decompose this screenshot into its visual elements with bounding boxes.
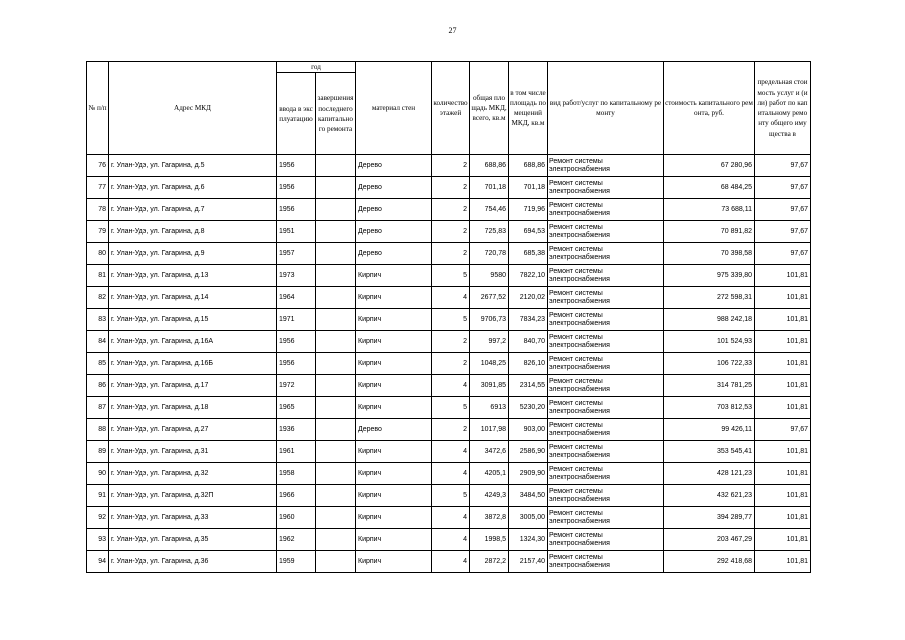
row-year-built: 1958 (277, 463, 316, 485)
table-row (87, 177, 811, 199)
row-floors: 2 (432, 331, 470, 353)
row-wall-material: Кирпич (356, 463, 432, 485)
row-year-built: 1962 (277, 529, 316, 551)
row-limit-cost: 97,67 (755, 177, 811, 199)
row-work-type: Ремонт системы электроснабжения (548, 199, 664, 221)
row-year-repair (316, 353, 356, 375)
row-living-area: 840,70 (509, 331, 548, 353)
table-row (87, 529, 811, 551)
row-floors: 4 (432, 375, 470, 397)
row-floors: 4 (432, 551, 470, 573)
table-row (87, 309, 811, 331)
table-row (87, 551, 811, 573)
header-limit-cost: предельная стоимость услуг и (или) работ по капитальному ремонту общего имущества в (755, 62, 811, 155)
row-year-built: 1965 (277, 397, 316, 419)
row-floors: 5 (432, 397, 470, 419)
row-floors: 4 (432, 441, 470, 463)
row-living-area: 7834,23 (509, 309, 548, 331)
row-wall-material: Кирпич (356, 507, 432, 529)
row-total-area: 688,86 (470, 155, 509, 177)
row-year-built: 1973 (277, 265, 316, 287)
row-living-area: 3484,50 (509, 485, 548, 507)
header-num: № п/п (87, 62, 109, 155)
row-wall-material: Кирпич (356, 331, 432, 353)
row-total-area: 4249,3 (470, 485, 509, 507)
row-living-area: 903,00 (509, 419, 548, 441)
row-address: г. Улан-Удэ, ул. Гагарина, д.27 (109, 419, 277, 441)
row-num: 89 (87, 441, 109, 463)
repair-table (86, 61, 811, 573)
row-floors: 2 (432, 419, 470, 441)
row-year-repair (316, 331, 356, 353)
row-work-type: Ремонт системы электроснабжения (548, 243, 664, 265)
row-address: г. Улан-Удэ, ул. Гагарина, д.32П (109, 485, 277, 507)
row-work-type: Ремонт системы электроснабжения (548, 309, 664, 331)
row-year-built: 1971 (277, 309, 316, 331)
row-year-built: 1960 (277, 507, 316, 529)
row-num: 84 (87, 331, 109, 353)
row-cost: 428 121,23 (664, 463, 755, 485)
row-living-area: 5230,20 (509, 397, 548, 419)
row-floors: 2 (432, 243, 470, 265)
table-row (87, 331, 811, 353)
table-row (87, 419, 811, 441)
row-num: 80 (87, 243, 109, 265)
row-limit-cost: 101,81 (755, 485, 811, 507)
row-work-type: Ремонт системы электроснабжения (548, 463, 664, 485)
row-year-repair (316, 243, 356, 265)
table-row (87, 155, 811, 177)
table-row (87, 507, 811, 529)
row-address: г. Улан-Удэ, ул. Гагарина, д.15 (109, 309, 277, 331)
row-limit-cost: 97,67 (755, 155, 811, 177)
row-num: 90 (87, 463, 109, 485)
row-wall-material: Кирпич (356, 397, 432, 419)
row-limit-cost: 101,81 (755, 397, 811, 419)
row-num: 82 (87, 287, 109, 309)
row-year-repair (316, 309, 356, 331)
row-year-built: 1956 (277, 353, 316, 375)
row-address: г. Улан-Удэ, ул. Гагарина, д.8 (109, 221, 277, 243)
header-cost: стоимость капитального ремонта, руб. (664, 62, 755, 155)
row-cost: 292 418,68 (664, 551, 755, 573)
row-wall-material: Кирпич (356, 551, 432, 573)
row-year-built: 1956 (277, 155, 316, 177)
table-row (87, 485, 811, 507)
row-work-type: Ремонт системы электроснабжения (548, 551, 664, 573)
row-num: 92 (87, 507, 109, 529)
row-limit-cost: 101,81 (755, 375, 811, 397)
row-work-type: Ремонт системы электроснабжения (548, 419, 664, 441)
header-wall-material: материал стен (356, 62, 432, 155)
row-work-type: Ремонт системы электроснабжения (548, 287, 664, 309)
row-year-repair (316, 507, 356, 529)
row-work-type: Ремонт системы электроснабжения (548, 397, 664, 419)
row-year-repair (316, 155, 356, 177)
row-total-area: 754,46 (470, 199, 509, 221)
row-wall-material: Кирпич (356, 265, 432, 287)
row-year-repair (316, 177, 356, 199)
row-wall-material: Дерево (356, 221, 432, 243)
row-living-area: 7822,10 (509, 265, 548, 287)
row-living-area: 719,96 (509, 199, 548, 221)
row-living-area: 826,10 (509, 353, 548, 375)
row-total-area: 3472,6 (470, 441, 509, 463)
row-cost: 975 339,80 (664, 265, 755, 287)
row-year-built: 1964 (277, 287, 316, 309)
row-living-area: 2909,90 (509, 463, 548, 485)
row-year-repair (316, 397, 356, 419)
table-row (87, 463, 811, 485)
row-year-built: 1951 (277, 221, 316, 243)
row-year-repair (316, 265, 356, 287)
row-work-type: Ремонт системы электроснабжения (548, 441, 664, 463)
row-year-built: 1959 (277, 551, 316, 573)
row-cost: 70 891,82 (664, 221, 755, 243)
row-total-area: 2872,2 (470, 551, 509, 573)
row-living-area: 694,53 (509, 221, 548, 243)
row-cost: 394 289,77 (664, 507, 755, 529)
row-cost: 101 524,93 (664, 331, 755, 353)
row-year-repair (316, 419, 356, 441)
row-cost: 73 688,11 (664, 199, 755, 221)
row-wall-material: Кирпич (356, 529, 432, 551)
row-num: 94 (87, 551, 109, 573)
row-work-type: Ремонт системы электроснабжения (548, 331, 664, 353)
row-wall-material: Дерево (356, 199, 432, 221)
table-body (87, 155, 811, 573)
row-limit-cost: 101,81 (755, 551, 811, 573)
row-address: г. Улан-Удэ, ул. Гагарина, д.9 (109, 243, 277, 265)
row-wall-material: Кирпич (356, 353, 432, 375)
row-total-area: 725,83 (470, 221, 509, 243)
row-cost: 432 621,23 (664, 485, 755, 507)
row-floors: 4 (432, 529, 470, 551)
row-cost: 99 426,11 (664, 419, 755, 441)
row-total-area: 1998,5 (470, 529, 509, 551)
row-wall-material: Дерево (356, 155, 432, 177)
row-address: г. Улан-Удэ, ул. Гагарина, д.13 (109, 265, 277, 287)
row-year-repair (316, 485, 356, 507)
row-limit-cost: 97,67 (755, 419, 811, 441)
row-cost: 703 812,53 (664, 397, 755, 419)
row-cost: 67 280,96 (664, 155, 755, 177)
row-address: г. Улан-Удэ, ул. Гагарина, д.7 (109, 199, 277, 221)
row-wall-material: Кирпич (356, 485, 432, 507)
row-wall-material: Кирпич (356, 287, 432, 309)
row-num: 85 (87, 353, 109, 375)
row-floors: 2 (432, 155, 470, 177)
row-num: 91 (87, 485, 109, 507)
header-year-group: год (277, 62, 356, 73)
row-total-area: 9706,73 (470, 309, 509, 331)
table-row (87, 221, 811, 243)
row-year-repair (316, 199, 356, 221)
row-floors: 2 (432, 199, 470, 221)
row-cost: 353 545,41 (664, 441, 755, 463)
row-year-repair (316, 375, 356, 397)
row-limit-cost: 101,81 (755, 507, 811, 529)
row-living-area: 2586,90 (509, 441, 548, 463)
row-work-type: Ремонт системы электроснабжения (548, 221, 664, 243)
row-year-repair (316, 463, 356, 485)
row-living-area: 701,18 (509, 177, 548, 199)
row-cost: 988 242,18 (664, 309, 755, 331)
row-address: г. Улан-Удэ, ул. Гагарина, д.32 (109, 463, 277, 485)
row-address: г. Улан-Удэ, ул. Гагарина, д.16А (109, 331, 277, 353)
table-row (87, 265, 811, 287)
header-address: Адрес МКД (109, 62, 277, 155)
row-num: 79 (87, 221, 109, 243)
table-row (87, 287, 811, 309)
row-total-area: 1048,25 (470, 353, 509, 375)
row-work-type: Ремонт системы электроснабжения (548, 177, 664, 199)
header-floors: количество этажей (432, 62, 470, 155)
row-limit-cost: 101,81 (755, 441, 811, 463)
page-number: 27 (448, 26, 457, 35)
row-wall-material: Кирпич (356, 375, 432, 397)
row-work-type: Ремонт системы электроснабжения (548, 485, 664, 507)
row-wall-material: Дерево (356, 243, 432, 265)
row-year-repair (316, 551, 356, 573)
header-total-area: общая площадь МКД, всего, кв.м (470, 62, 509, 155)
row-address: г. Улан-Удэ, ул. Гагарина, д.14 (109, 287, 277, 309)
row-num: 88 (87, 419, 109, 441)
row-floors: 2 (432, 353, 470, 375)
row-num: 87 (87, 397, 109, 419)
row-floors: 4 (432, 507, 470, 529)
row-address: г. Улан-Удэ, ул. Гагарина, д.36 (109, 551, 277, 573)
row-year-repair (316, 529, 356, 551)
row-limit-cost: 101,81 (755, 309, 811, 331)
row-num: 86 (87, 375, 109, 397)
row-total-area: 6913 (470, 397, 509, 419)
row-wall-material: Кирпич (356, 441, 432, 463)
row-limit-cost: 101,81 (755, 463, 811, 485)
row-num: 76 (87, 155, 109, 177)
row-address: г. Улан-Удэ, ул. Гагарина, д.33 (109, 507, 277, 529)
row-work-type: Ремонт системы электроснабжения (548, 155, 664, 177)
row-work-type: Ремонт системы электроснабжения (548, 529, 664, 551)
row-address: г. Улан-Удэ, ул. Гагарина, д.35 (109, 529, 277, 551)
row-year-repair (316, 221, 356, 243)
row-limit-cost: 101,81 (755, 353, 811, 375)
row-floors: 2 (432, 221, 470, 243)
row-limit-cost: 97,67 (755, 199, 811, 221)
row-year-built: 1956 (277, 199, 316, 221)
row-living-area: 688,86 (509, 155, 548, 177)
row-living-area: 2314,55 (509, 375, 548, 397)
row-limit-cost: 97,67 (755, 221, 811, 243)
row-cost: 272 598,31 (664, 287, 755, 309)
table-row (87, 397, 811, 419)
table-row (87, 375, 811, 397)
row-address: г. Улан-Удэ, ул. Гагарина, д.17 (109, 375, 277, 397)
row-work-type: Ремонт системы электроснабжения (548, 265, 664, 287)
row-year-built: 1957 (277, 243, 316, 265)
row-living-area: 1324,30 (509, 529, 548, 551)
row-living-area: 2120,02 (509, 287, 548, 309)
row-total-area: 997,2 (470, 331, 509, 353)
row-floors: 4 (432, 287, 470, 309)
row-wall-material: Кирпич (356, 309, 432, 331)
row-total-area: 701,18 (470, 177, 509, 199)
row-limit-cost: 97,67 (755, 243, 811, 265)
row-living-area: 2157,40 (509, 551, 548, 573)
row-limit-cost: 101,81 (755, 265, 811, 287)
header-year-repair: завершения последнего капитального ремонта (316, 73, 356, 155)
header-year-built: ввода в эксплуатацию (277, 73, 316, 155)
row-limit-cost: 101,81 (755, 287, 811, 309)
row-work-type: Ремонт системы электроснабжения (548, 375, 664, 397)
row-address: г. Улан-Удэ, ул. Гагарина, д.5 (109, 155, 277, 177)
row-floors: 5 (432, 265, 470, 287)
row-living-area: 685,38 (509, 243, 548, 265)
row-cost: 70 398,58 (664, 243, 755, 265)
header-living-area: в том числе площадь помещений МКД, кв.м (509, 62, 548, 155)
row-work-type: Ремонт системы электроснабжения (548, 507, 664, 529)
row-wall-material: Дерево (356, 419, 432, 441)
row-total-area: 720,78 (470, 243, 509, 265)
table-row (87, 243, 811, 265)
row-address: г. Улан-Удэ, ул. Гагарина, д.16Б (109, 353, 277, 375)
row-floors: 2 (432, 177, 470, 199)
table-row (87, 441, 811, 463)
row-total-area: 3091,85 (470, 375, 509, 397)
row-num: 78 (87, 199, 109, 221)
row-num: 83 (87, 309, 109, 331)
row-num: 77 (87, 177, 109, 199)
row-num: 93 (87, 529, 109, 551)
row-cost: 203 467,29 (664, 529, 755, 551)
row-total-area: 3872,8 (470, 507, 509, 529)
row-year-repair (316, 287, 356, 309)
row-year-repair (316, 441, 356, 463)
row-floors: 5 (432, 485, 470, 507)
table-row (87, 199, 811, 221)
row-living-area: 3005,00 (509, 507, 548, 529)
row-year-built: 1936 (277, 419, 316, 441)
row-cost: 68 484,25 (664, 177, 755, 199)
row-cost: 314 781,25 (664, 375, 755, 397)
row-address: г. Улан-Удэ, ул. Гагарина, д.6 (109, 177, 277, 199)
row-wall-material: Дерево (356, 177, 432, 199)
row-floors: 4 (432, 463, 470, 485)
row-total-area: 9580 (470, 265, 509, 287)
row-address: г. Улан-Удэ, ул. Гагарина, д.31 (109, 441, 277, 463)
row-cost: 106 722,33 (664, 353, 755, 375)
row-total-area: 1017,98 (470, 419, 509, 441)
header-work-type: вид работ/услуг по капитальному ремонту (548, 62, 664, 155)
row-year-built: 1956 (277, 331, 316, 353)
row-total-area: 4205,1 (470, 463, 509, 485)
row-year-built: 1966 (277, 485, 316, 507)
table-header (87, 62, 811, 155)
row-limit-cost: 101,81 (755, 331, 811, 353)
row-num: 81 (87, 265, 109, 287)
row-limit-cost: 101,81 (755, 529, 811, 551)
row-floors: 5 (432, 309, 470, 331)
table-row (87, 353, 811, 375)
row-work-type: Ремонт системы электроснабжения (548, 353, 664, 375)
row-year-built: 1961 (277, 441, 316, 463)
row-year-built: 1972 (277, 375, 316, 397)
row-total-area: 2677,52 (470, 287, 509, 309)
row-year-built: 1956 (277, 177, 316, 199)
row-address: г. Улан-Удэ, ул. Гагарина, д.18 (109, 397, 277, 419)
